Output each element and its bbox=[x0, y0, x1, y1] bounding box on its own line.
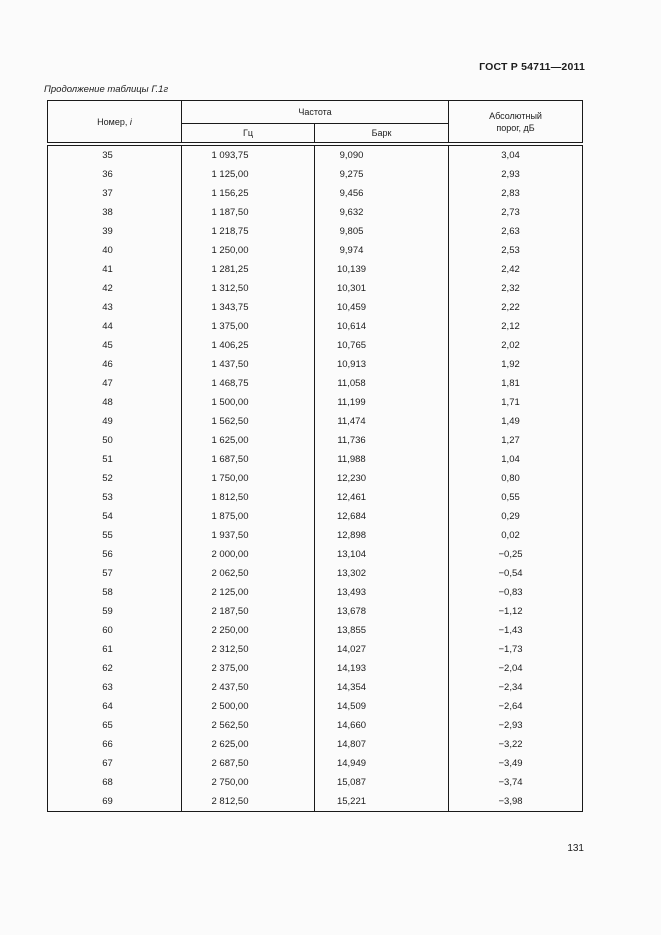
table-header bbox=[48, 101, 583, 145]
cell-number: 60 bbox=[48, 621, 182, 640]
cell-bark: 13,678 bbox=[315, 602, 449, 621]
cell-hz: 1 156,25 bbox=[182, 184, 315, 203]
cell-bark: 12,684 bbox=[315, 507, 449, 526]
cell-number: 39 bbox=[48, 222, 182, 241]
cell-hz: 2 625,00 bbox=[182, 735, 315, 754]
cell-threshold: 1,71 bbox=[449, 393, 583, 412]
cell-threshold: 2,93 bbox=[449, 165, 583, 184]
cell-bark: 13,855 bbox=[315, 621, 449, 640]
table-row bbox=[48, 488, 583, 507]
table-row bbox=[48, 412, 583, 431]
column-header-frequency: Частота bbox=[182, 101, 449, 124]
table-row bbox=[48, 545, 583, 564]
cell-number: 56 bbox=[48, 545, 182, 564]
cell-threshold: 2,63 bbox=[449, 222, 583, 241]
table-row bbox=[48, 640, 583, 659]
cell-number: 67 bbox=[48, 754, 182, 773]
cell-number: 43 bbox=[48, 298, 182, 317]
table-row bbox=[48, 792, 583, 812]
table-row bbox=[48, 659, 583, 678]
cell-hz: 2 562,50 bbox=[182, 716, 315, 735]
cell-hz: 2 250,00 bbox=[182, 621, 315, 640]
column-header-hz: Гц bbox=[182, 124, 315, 145]
cell-number: 42 bbox=[48, 279, 182, 298]
cell-bark: 9,275 bbox=[315, 165, 449, 184]
cell-hz: 1 250,00 bbox=[182, 241, 315, 260]
table-body bbox=[48, 144, 583, 812]
table-row bbox=[48, 165, 583, 184]
cell-number: 36 bbox=[48, 165, 182, 184]
cell-threshold: 0,80 bbox=[449, 469, 583, 488]
cell-hz: 2 812,50 bbox=[182, 792, 315, 812]
cell-threshold: −0,54 bbox=[449, 564, 583, 583]
cell-hz: 1 093,75 bbox=[182, 144, 315, 165]
cell-number: 49 bbox=[48, 412, 182, 431]
cell-number: 46 bbox=[48, 355, 182, 374]
cell-threshold: −2,04 bbox=[449, 659, 583, 678]
cell-threshold: −3,98 bbox=[449, 792, 583, 812]
cell-threshold: −1,12 bbox=[449, 602, 583, 621]
table-row bbox=[48, 678, 583, 697]
cell-threshold: 2,32 bbox=[449, 279, 583, 298]
cell-bark: 9,805 bbox=[315, 222, 449, 241]
column-header-number-label: Номер, bbox=[97, 116, 128, 127]
cell-bark: 9,456 bbox=[315, 184, 449, 203]
cell-threshold: 0,02 bbox=[449, 526, 583, 545]
cell-hz: 1 625,00 bbox=[182, 431, 315, 450]
cell-hz: 1 562,50 bbox=[182, 412, 315, 431]
cell-threshold: 1,49 bbox=[449, 412, 583, 431]
cell-threshold: −3,74 bbox=[449, 773, 583, 792]
cell-bark: 11,474 bbox=[315, 412, 449, 431]
cell-number: 40 bbox=[48, 241, 182, 260]
cell-number: 57 bbox=[48, 564, 182, 583]
cell-hz: 1 281,25 bbox=[182, 260, 315, 279]
cell-number: 63 bbox=[48, 678, 182, 697]
cell-bark: 14,193 bbox=[315, 659, 449, 678]
cell-bark: 14,949 bbox=[315, 754, 449, 773]
table-caption: Продолжение таблицы Г.1г bbox=[44, 84, 169, 95]
table-row bbox=[48, 298, 583, 317]
cell-threshold: −2,34 bbox=[449, 678, 583, 697]
cell-hz: 1 437,50 bbox=[182, 355, 315, 374]
cell-number: 53 bbox=[48, 488, 182, 507]
cell-threshold: 2,73 bbox=[449, 203, 583, 222]
cell-threshold: −1,73 bbox=[449, 640, 583, 659]
cell-number: 61 bbox=[48, 640, 182, 659]
page-number: 131 bbox=[567, 843, 584, 854]
table-row bbox=[48, 317, 583, 336]
cell-hz: 1 875,00 bbox=[182, 507, 315, 526]
table-row bbox=[48, 222, 583, 241]
cell-hz: 1 343,75 bbox=[182, 298, 315, 317]
table-row bbox=[48, 203, 583, 222]
cell-hz: 1 468,75 bbox=[182, 374, 315, 393]
table-row bbox=[48, 583, 583, 602]
cell-bark: 11,199 bbox=[315, 393, 449, 412]
cell-number: 64 bbox=[48, 697, 182, 716]
cell-threshold: 1,81 bbox=[449, 374, 583, 393]
cell-bark: 13,302 bbox=[315, 564, 449, 583]
cell-number: 68 bbox=[48, 773, 182, 792]
cell-hz: 2 500,00 bbox=[182, 697, 315, 716]
table-row bbox=[48, 602, 583, 621]
cell-bark: 13,104 bbox=[315, 545, 449, 564]
cell-threshold: −3,49 bbox=[449, 754, 583, 773]
table-row bbox=[48, 260, 583, 279]
cell-threshold: −0,83 bbox=[449, 583, 583, 602]
cell-hz: 2 312,50 bbox=[182, 640, 315, 659]
cell-number: 58 bbox=[48, 583, 182, 602]
cell-hz: 1 312,50 bbox=[182, 279, 315, 298]
cell-number: 62 bbox=[48, 659, 182, 678]
cell-hz: 1 750,00 bbox=[182, 469, 315, 488]
cell-bark: 15,221 bbox=[315, 792, 449, 812]
cell-bark: 14,509 bbox=[315, 697, 449, 716]
column-header-threshold-line1: Абсолютный bbox=[489, 110, 542, 121]
header-row-top bbox=[48, 101, 583, 124]
column-header-number bbox=[48, 101, 182, 145]
column-header-bark: Барк bbox=[315, 124, 449, 145]
cell-threshold: 1,92 bbox=[449, 355, 583, 374]
cell-threshold: 2,53 bbox=[449, 241, 583, 260]
cell-hz: 2 062,50 bbox=[182, 564, 315, 583]
cell-threshold: 2,42 bbox=[449, 260, 583, 279]
table-row bbox=[48, 564, 583, 583]
cell-hz: 2 125,00 bbox=[182, 583, 315, 602]
cell-bark: 10,459 bbox=[315, 298, 449, 317]
cell-hz: 1 125,00 bbox=[182, 165, 315, 184]
cell-bark: 12,461 bbox=[315, 488, 449, 507]
cell-threshold: −3,22 bbox=[449, 735, 583, 754]
cell-hz: 2 687,50 bbox=[182, 754, 315, 773]
cell-bark: 10,614 bbox=[315, 317, 449, 336]
cell-threshold: 2,12 bbox=[449, 317, 583, 336]
table-row bbox=[48, 393, 583, 412]
cell-bark: 14,807 bbox=[315, 735, 449, 754]
column-header-threshold bbox=[449, 101, 583, 145]
table-row bbox=[48, 355, 583, 374]
cell-threshold: −1,43 bbox=[449, 621, 583, 640]
cell-bark: 10,913 bbox=[315, 355, 449, 374]
cell-hz: 1 375,00 bbox=[182, 317, 315, 336]
cell-number: 54 bbox=[48, 507, 182, 526]
cell-hz: 2 000,00 bbox=[182, 545, 315, 564]
table-row bbox=[48, 336, 583, 355]
table-row bbox=[48, 507, 583, 526]
cell-number: 66 bbox=[48, 735, 182, 754]
cell-hz: 1 687,50 bbox=[182, 450, 315, 469]
cell-bark: 10,765 bbox=[315, 336, 449, 355]
column-header-threshold-line2: порог, дБ bbox=[496, 122, 535, 133]
cell-bark: 14,027 bbox=[315, 640, 449, 659]
cell-number: 37 bbox=[48, 184, 182, 203]
cell-bark: 9,632 bbox=[315, 203, 449, 222]
table-row bbox=[48, 241, 583, 260]
table-row bbox=[48, 773, 583, 792]
cell-hz: 2 187,50 bbox=[182, 602, 315, 621]
cell-bark: 11,736 bbox=[315, 431, 449, 450]
cell-number: 47 bbox=[48, 374, 182, 393]
cell-bark: 12,898 bbox=[315, 526, 449, 545]
cell-number: 41 bbox=[48, 260, 182, 279]
cell-number: 51 bbox=[48, 450, 182, 469]
cell-number: 52 bbox=[48, 469, 182, 488]
cell-bark: 15,087 bbox=[315, 773, 449, 792]
cell-threshold: 0,55 bbox=[449, 488, 583, 507]
table-row bbox=[48, 735, 583, 754]
cell-bark: 12,230 bbox=[315, 469, 449, 488]
cell-threshold: −2,93 bbox=[449, 716, 583, 735]
table-row bbox=[48, 144, 583, 165]
table-row bbox=[48, 431, 583, 450]
cell-bark: 14,660 bbox=[315, 716, 449, 735]
table-row bbox=[48, 184, 583, 203]
cell-threshold: −0,25 bbox=[449, 545, 583, 564]
column-header-number-index: i bbox=[129, 116, 132, 127]
cell-bark: 10,139 bbox=[315, 260, 449, 279]
cell-number: 45 bbox=[48, 336, 182, 355]
cell-hz: 2 437,50 bbox=[182, 678, 315, 697]
cell-bark: 9,090 bbox=[315, 144, 449, 165]
cell-number: 65 bbox=[48, 716, 182, 735]
cell-bark: 10,301 bbox=[315, 279, 449, 298]
cell-hz: 1 218,75 bbox=[182, 222, 315, 241]
cell-threshold: 0,29 bbox=[449, 507, 583, 526]
cell-number: 55 bbox=[48, 526, 182, 545]
table-row bbox=[48, 279, 583, 298]
table-row bbox=[48, 469, 583, 488]
cell-hz: 2 750,00 bbox=[182, 773, 315, 792]
table-row bbox=[48, 450, 583, 469]
cell-number: 59 bbox=[48, 602, 182, 621]
cell-bark: 11,058 bbox=[315, 374, 449, 393]
cell-number: 44 bbox=[48, 317, 182, 336]
cell-hz: 1 812,50 bbox=[182, 488, 315, 507]
cell-number: 48 bbox=[48, 393, 182, 412]
cell-number: 38 bbox=[48, 203, 182, 222]
table-row bbox=[48, 754, 583, 773]
cell-number: 35 bbox=[48, 144, 182, 165]
cell-threshold: 2,02 bbox=[449, 336, 583, 355]
table-row bbox=[48, 374, 583, 393]
table-row bbox=[48, 697, 583, 716]
cell-threshold: 2,22 bbox=[449, 298, 583, 317]
cell-number: 50 bbox=[48, 431, 182, 450]
cell-threshold: 2,83 bbox=[449, 184, 583, 203]
cell-bark: 13,493 bbox=[315, 583, 449, 602]
cell-hz: 1 406,25 bbox=[182, 336, 315, 355]
cell-threshold: 3,04 bbox=[449, 144, 583, 165]
cell-number: 69 bbox=[48, 792, 182, 812]
threshold-table bbox=[47, 100, 583, 812]
cell-hz: 1 937,50 bbox=[182, 526, 315, 545]
cell-hz: 2 375,00 bbox=[182, 659, 315, 678]
cell-bark: 9,974 bbox=[315, 241, 449, 260]
cell-bark: 11,988 bbox=[315, 450, 449, 469]
cell-threshold: −2,64 bbox=[449, 697, 583, 716]
cell-hz: 1 500,00 bbox=[182, 393, 315, 412]
cell-threshold: 1,04 bbox=[449, 450, 583, 469]
cell-bark: 14,354 bbox=[315, 678, 449, 697]
table-row bbox=[48, 621, 583, 640]
cell-threshold: 1,27 bbox=[449, 431, 583, 450]
table-row bbox=[48, 716, 583, 735]
table-row bbox=[48, 526, 583, 545]
doc-code: ГОСТ Р 54711—2011 bbox=[479, 61, 585, 73]
cell-hz: 1 187,50 bbox=[182, 203, 315, 222]
